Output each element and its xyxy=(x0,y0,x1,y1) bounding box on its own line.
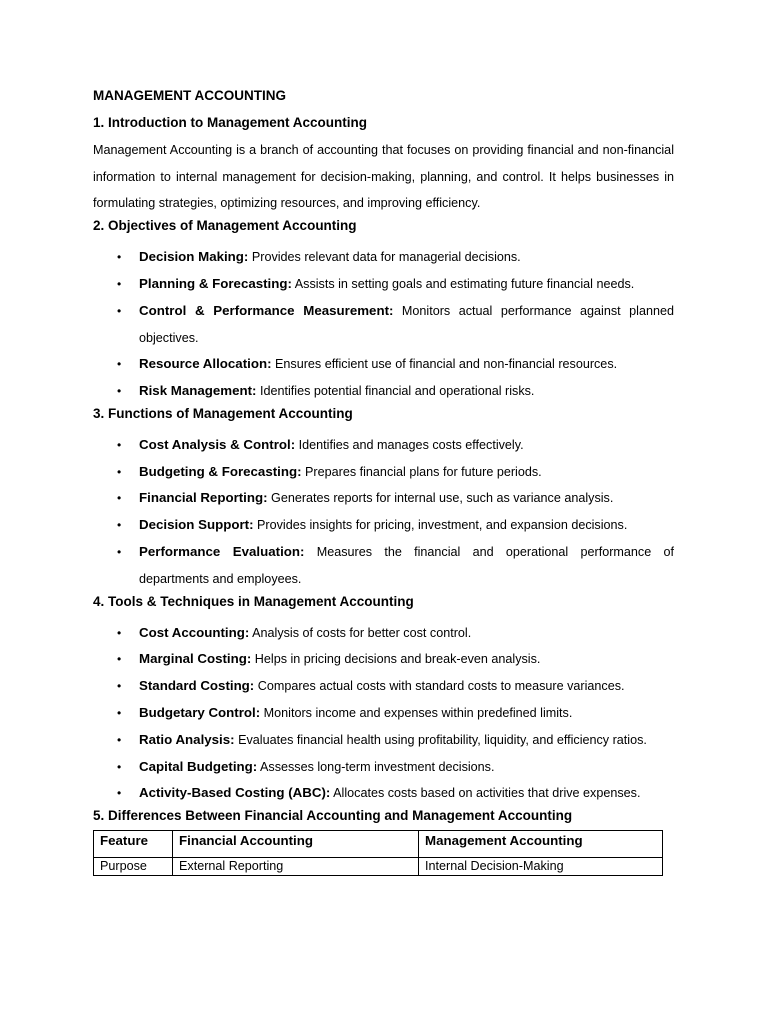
table-row xyxy=(94,858,663,876)
table-header-cell: Management Accounting xyxy=(419,831,663,858)
list-item xyxy=(93,754,674,781)
section-objectives xyxy=(93,217,674,405)
list-item xyxy=(93,620,674,647)
bullet-icon: • xyxy=(117,625,122,640)
bullet-list xyxy=(93,244,674,405)
list-item-text: Allocates costs based on activities that drive expenses. xyxy=(330,786,641,801)
section-introduction xyxy=(93,114,674,217)
list-item-term: Decision Making: xyxy=(139,249,249,265)
list-item xyxy=(93,539,674,593)
list-item-term: Resource Allocation: xyxy=(139,356,272,372)
bullet-list xyxy=(93,432,674,593)
comparison-table xyxy=(93,830,663,876)
list-item xyxy=(93,459,674,486)
list-item-term: Activity-Based Costing (ABC): xyxy=(139,785,331,801)
list-item-text: Ensures efficient use of financial and non-financial resources. xyxy=(271,357,618,372)
bullet-icon: • xyxy=(117,706,122,721)
bullet-icon: • xyxy=(117,464,122,479)
list-item xyxy=(93,485,674,512)
list-item xyxy=(93,298,674,352)
bullet-icon: • xyxy=(117,303,122,318)
list-item xyxy=(93,700,674,727)
table-cell: External Reporting xyxy=(173,858,419,876)
list-item-text: Compares actual costs with standard costs to measure variances. xyxy=(254,679,625,694)
list-item-text: Evaluates financial health using profitability, liquidity, and efficiency ratios. xyxy=(234,732,647,747)
list-item-text: Generates reports for internal use, such as variance analysis. xyxy=(267,491,614,506)
list-item-text: Monitors actual performance against planned objectives. xyxy=(139,303,674,345)
bullet-icon: • xyxy=(117,652,122,667)
section-paragraph: Management Accounting is a branch of accounting that focuses on providing financial and non-financial information to internal management for decision-making, planning, and control. It helps businesses in formulating strategies, optimizing resources, and improving efficiency. xyxy=(93,143,674,211)
list-item-term: Control & Performance Measurement: xyxy=(139,302,394,318)
section-tools xyxy=(93,593,674,808)
list-item-term: Financial Reporting: xyxy=(139,490,268,506)
section-heading: 4. Tools & Techniques in Management Accounting xyxy=(93,593,414,609)
bullet-icon: • xyxy=(117,732,122,747)
list-item-text: Identifies potential financial and operational risks. xyxy=(256,384,535,399)
list-item xyxy=(93,432,674,459)
document-title: MANAGEMENT ACCOUNTING xyxy=(93,88,286,103)
section-heading: 5. Differences Between Financial Accounting and Management Accounting xyxy=(93,808,573,824)
list-item-text: Provides relevant data for managerial decisions. xyxy=(248,250,521,265)
list-item xyxy=(93,673,674,700)
bullet-icon: • xyxy=(117,491,122,506)
list-item-term: Planning & Forecasting: xyxy=(139,275,292,291)
list-item xyxy=(93,780,674,807)
list-item xyxy=(93,727,674,754)
list-item-term: Cost Analysis & Control: xyxy=(139,436,296,452)
list-item-text: Provides insights for pricing, investment, and expansion decisions. xyxy=(253,518,628,533)
bullet-icon: • xyxy=(117,276,122,291)
bullet-icon: • xyxy=(117,679,122,694)
list-item-term: Marginal Costing: xyxy=(139,651,252,667)
list-item xyxy=(93,646,674,673)
list-item-text: Identifies and manages costs effectively. xyxy=(295,437,524,452)
list-item xyxy=(93,378,674,405)
list-item-text: Prepares financial plans for future periods. xyxy=(301,464,542,479)
bullet-icon: • xyxy=(117,545,122,560)
section-heading: 2. Objectives of Management Accounting xyxy=(93,218,357,234)
list-item-text: Analysis of costs for better cost control. xyxy=(249,625,472,640)
bullet-icon: • xyxy=(117,786,122,801)
list-item xyxy=(93,512,674,539)
list-item-text: Helps in pricing decisions and break-even analysis. xyxy=(251,652,541,667)
section-heading: 3. Functions of Management Accounting xyxy=(93,405,353,421)
bullet-icon: • xyxy=(117,384,122,399)
table-header-cell: Financial Accounting xyxy=(173,831,419,858)
list-item-text: Measures the financial and operational performance of departments and employees. xyxy=(139,545,675,586)
table-cell: Internal Decision-Making xyxy=(419,858,663,876)
list-item-text: Monitors income and expenses within predefined limits. xyxy=(260,706,573,721)
list-item xyxy=(93,351,674,378)
list-item xyxy=(93,271,674,298)
list-item-term: Standard Costing: xyxy=(139,678,255,694)
bullet-list xyxy=(93,620,674,808)
list-item-text: Assesses long-term investment decisions. xyxy=(257,759,495,774)
bullet-icon: • xyxy=(117,357,122,372)
list-item-term: Cost Accounting: xyxy=(139,624,250,640)
list-item xyxy=(93,244,674,271)
bullet-icon: • xyxy=(117,250,122,265)
list-item-term: Decision Support: xyxy=(139,517,254,533)
list-item-term: Capital Budgeting: xyxy=(139,758,258,774)
table-header-cell: Feature xyxy=(94,831,173,858)
list-item-text: Assists in setting goals and estimating future financial needs. xyxy=(291,276,635,291)
table-cell: Purpose xyxy=(94,858,173,876)
table-header-row xyxy=(94,831,663,858)
section-differences xyxy=(93,807,674,876)
list-item-term: Budgeting & Forecasting: xyxy=(139,463,302,479)
bullet-icon: • xyxy=(117,437,122,452)
section-heading: 1. Introduction to Management Accounting xyxy=(93,115,367,130)
bullet-icon: • xyxy=(117,759,122,774)
section-functions xyxy=(93,405,674,593)
list-item-term: Performance Evaluation: xyxy=(139,544,305,560)
bullet-icon: • xyxy=(117,518,122,533)
list-item-term: Budgetary Control: xyxy=(139,705,261,721)
list-item-term: Risk Management: xyxy=(139,383,257,399)
list-item-term: Ratio Analysis: xyxy=(139,731,235,747)
